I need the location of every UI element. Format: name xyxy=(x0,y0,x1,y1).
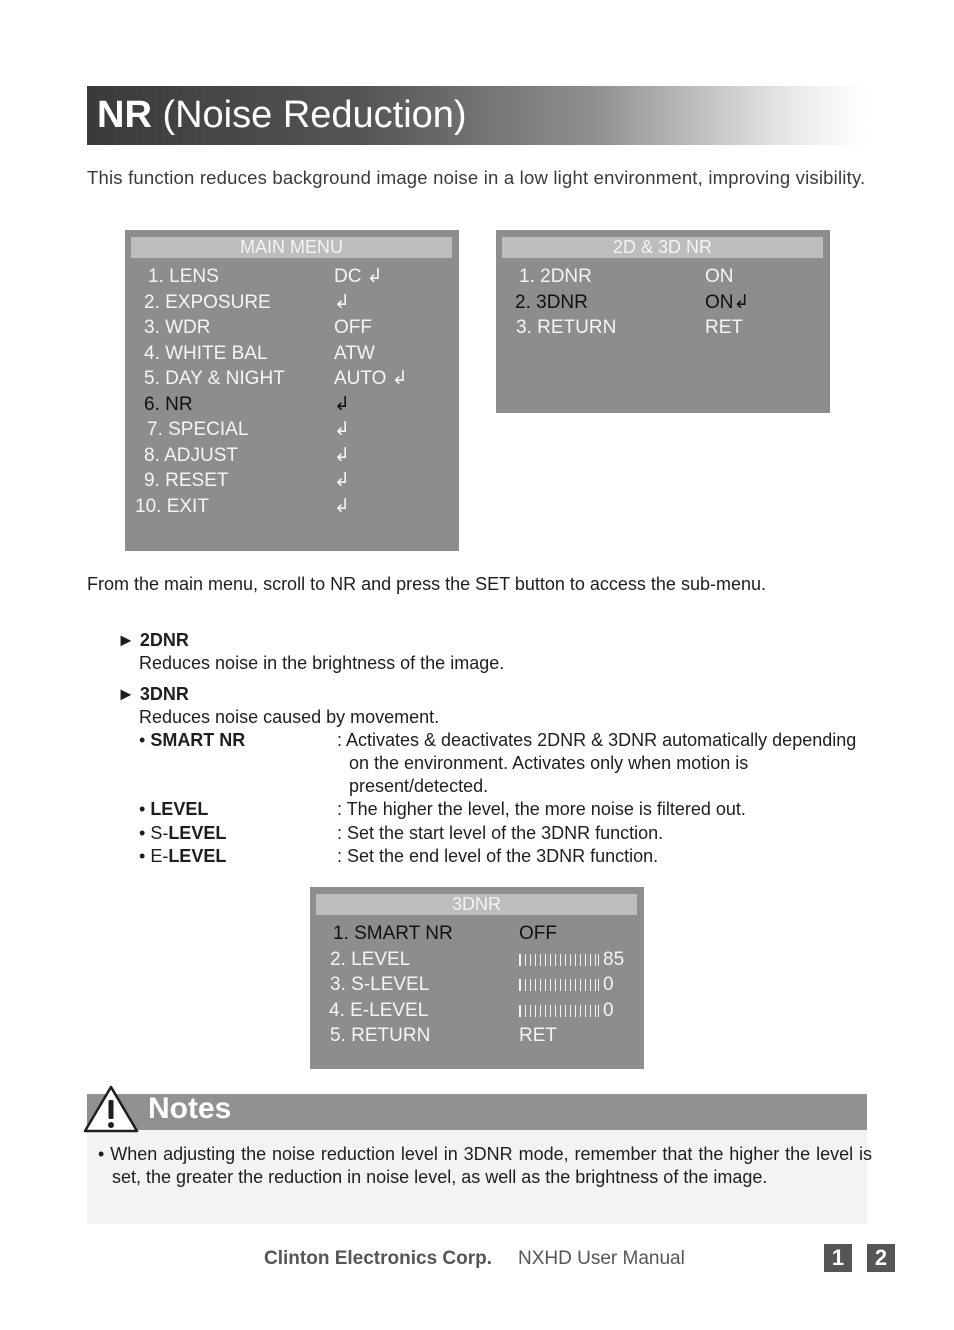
e-level-slider[interactable] xyxy=(519,1000,614,1022)
s-level-slider[interactable] xyxy=(519,974,614,996)
menu-item-value: ↲ xyxy=(334,292,350,313)
notes-body: When adjusting the noise reduction level in 3DNR mode, remember that the higher the level is set, the greater the reduction in noise level, as well as the brightness of the image. xyxy=(110,1144,872,1187)
menu-item-value: OFF xyxy=(519,923,557,944)
level-value: 85 xyxy=(603,949,625,970)
intro-paragraph: This function reduces background image noise in a low light environment, improving visibility. xyxy=(87,167,866,188)
page-title-rest: (Noise Reduction) xyxy=(162,94,467,136)
page-title-bar xyxy=(87,86,867,145)
menu-item-value: RET xyxy=(519,1025,557,1046)
menu-item-value: DC ↲ xyxy=(334,266,383,287)
level-gauge-icon xyxy=(519,954,599,966)
menu-item-value: ↲ xyxy=(334,394,350,415)
menu-item-label: 3. S-LEVEL xyxy=(330,974,430,995)
notes-bullet: • xyxy=(98,1144,105,1164)
menu-item-label: 4. WHITE BAL xyxy=(144,343,268,364)
menu-item-label: 2. EXPOSURE xyxy=(144,292,271,313)
definition-term: • SMART NR xyxy=(139,730,246,750)
section-3dnr-title: 3DNR xyxy=(139,684,189,704)
definition-term: • E-LEVEL xyxy=(139,846,227,866)
menu-item-value: OFF xyxy=(334,317,372,338)
menu-item-label: 1. 2DNR xyxy=(519,266,592,287)
menu-item-label: 7. SPECIAL xyxy=(147,419,249,440)
menu-item-value: RET xyxy=(705,317,743,338)
section-3dnr-heading xyxy=(117,683,189,706)
menu-item-label: 8. ADJUST xyxy=(144,445,238,466)
e-level-value: 0 xyxy=(603,1000,614,1021)
footer-manual-title: NXHD User Manual xyxy=(518,1248,685,1269)
page-number-digit: 1 xyxy=(824,1244,852,1272)
e-level-gauge-icon xyxy=(519,1005,599,1017)
3dnr-menu-title: 3DNR xyxy=(316,894,637,915)
section-2dnr-heading xyxy=(117,629,189,652)
definition-desc: : The higher the level, the more noise is filtered out. xyxy=(337,799,746,819)
footer-company: Clinton Electronics Corp. xyxy=(264,1248,493,1269)
nr-menu-panel xyxy=(496,230,830,413)
menu-item-value: ON xyxy=(705,266,734,287)
menu-item-value: AUTO ↲ xyxy=(334,368,408,389)
main-menu-title: MAIN MENU xyxy=(131,237,452,258)
menu-item-value: ON↲ xyxy=(705,292,750,313)
page-title-bold: NR xyxy=(97,94,152,136)
main-menu-panel xyxy=(125,230,459,551)
menu-item-label: 5. DAY & NIGHT xyxy=(144,368,285,389)
menu-item-label: 6. NR xyxy=(144,394,193,415)
triangle-bullet-icon: ► xyxy=(117,684,135,704)
menu-item-label: 10. EXIT xyxy=(135,496,209,517)
instructions-text: From the main menu, scroll to NR and press the SET button to access the sub-menu. xyxy=(87,574,766,594)
warning-icon xyxy=(82,1084,140,1134)
page-title xyxy=(97,94,467,137)
menu-item-value: ↲ xyxy=(334,496,350,517)
notes-title: Notes xyxy=(148,1092,232,1125)
page-number-digit: 2 xyxy=(867,1244,895,1272)
menu-item-label: 2. LEVEL xyxy=(330,949,411,970)
menu-item-label: 1. SMART NR xyxy=(333,923,453,944)
s-level-value: 0 xyxy=(603,974,614,995)
s-level-gauge-icon xyxy=(519,979,599,991)
menu-item-label: 9. RESET xyxy=(144,470,229,491)
menu-item-label: 2. 3DNR xyxy=(515,292,588,313)
level-slider[interactable] xyxy=(519,949,624,971)
definition-term: • LEVEL xyxy=(139,799,209,819)
menu-item-value: ↲ xyxy=(334,470,350,491)
menu-item-label: 3. WDR xyxy=(144,317,211,338)
menu-item-value: ↲ xyxy=(334,419,350,440)
section-3dnr-desc: Reduces noise caused by movement. xyxy=(139,707,440,727)
definition-desc: : Set the start level of the 3DNR function. xyxy=(337,823,664,843)
notes-text xyxy=(98,1143,872,1189)
definition-desc: : Activates & deactivates 2DNR & 3DNR automatically depending on the environment. Activates only when motion is present/detected. xyxy=(337,730,857,796)
menu-item-label: 1. LENS xyxy=(148,266,219,287)
menu-item-label: 4. E-LEVEL xyxy=(329,1000,429,1021)
menu-item-value: ↲ xyxy=(334,445,350,466)
definition-term: • S-LEVEL xyxy=(139,823,227,843)
section-2dnr-desc: Reduces noise in the brightness of the image. xyxy=(139,653,505,673)
nr-menu-title: 2D & 3D NR xyxy=(502,237,823,258)
section-2dnr-title: 2DNR xyxy=(139,630,189,650)
menu-item-value: ATW xyxy=(334,343,375,364)
menu-item-label: 5. RETURN xyxy=(330,1025,431,1046)
triangle-bullet-icon: ► xyxy=(117,630,135,650)
3dnr-menu-panel xyxy=(310,887,644,1069)
menu-item-label: 3. RETURN xyxy=(516,317,617,338)
definition-desc: : Set the end level of the 3DNR function. xyxy=(337,846,659,866)
